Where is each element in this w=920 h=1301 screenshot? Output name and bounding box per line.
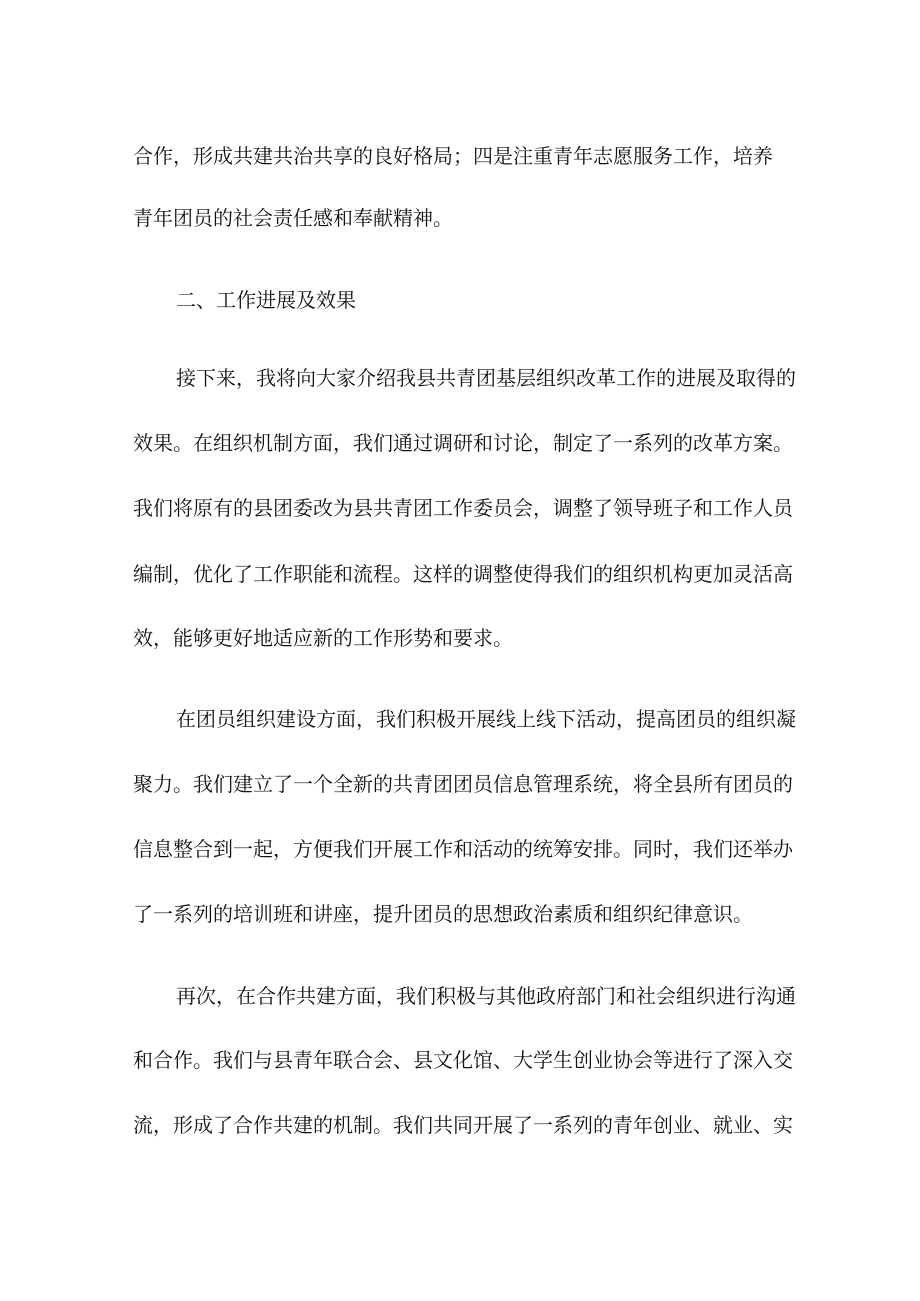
text-line: 信息整合到一起，方便我们开展工作和活动的统筹安排。同时，我们还举办 xyxy=(133,837,793,861)
text-line: 效，能够更好地适应新的工作形势和要求。 xyxy=(133,626,513,650)
text-line: 了一系列的培训班和讲座，提升团员的思想政治素质和组织纪律意识。 xyxy=(133,902,753,926)
section-heading: 二、工作进展及效果 xyxy=(176,288,356,312)
text-line: 青年团员的社会责任感和奉献精神。 xyxy=(133,206,453,230)
paragraph-first-line: 接下来，我将向大家介绍我县共青团基层组织改革工作的进展及取得的 xyxy=(176,366,796,390)
text-line: 聚力。我们建立了一个全新的共青团团员信息管理系统，将全县所有团员的 xyxy=(133,772,793,796)
text-line: 我们将原有的县团委改为县共青团工作委员会，调整了领导班子和工作人员 xyxy=(133,496,793,520)
text-line: 效果。在组织机制方面，我们通过调研和讨论，制定了一系列的改革方案。 xyxy=(133,431,793,455)
text-line: 和合作。我们与县青年联合会、县文化馆、大学生创业协会等进行了深入交 xyxy=(133,1048,793,1072)
paragraph-first-line: 在团员组织建设方面，我们积极开展线上线下活动，提高团员的组织凝 xyxy=(176,707,796,731)
text-line: 编制，优化了工作职能和流程。这样的调整使得我们的组织机构更加灵活高 xyxy=(133,562,793,586)
paragraph-first-line: 再次，在合作共建方面，我们积极与其他政府部门和社会组织进行沟通 xyxy=(176,984,796,1008)
text-line: 合作，形成共建共治共享的良好格局；四是注重青年志愿服务工作，培养 xyxy=(133,144,773,168)
text-line: 流，形成了合作共建的机制。我们共同开展了一系列的青年创业、就业、实 xyxy=(133,1113,793,1137)
